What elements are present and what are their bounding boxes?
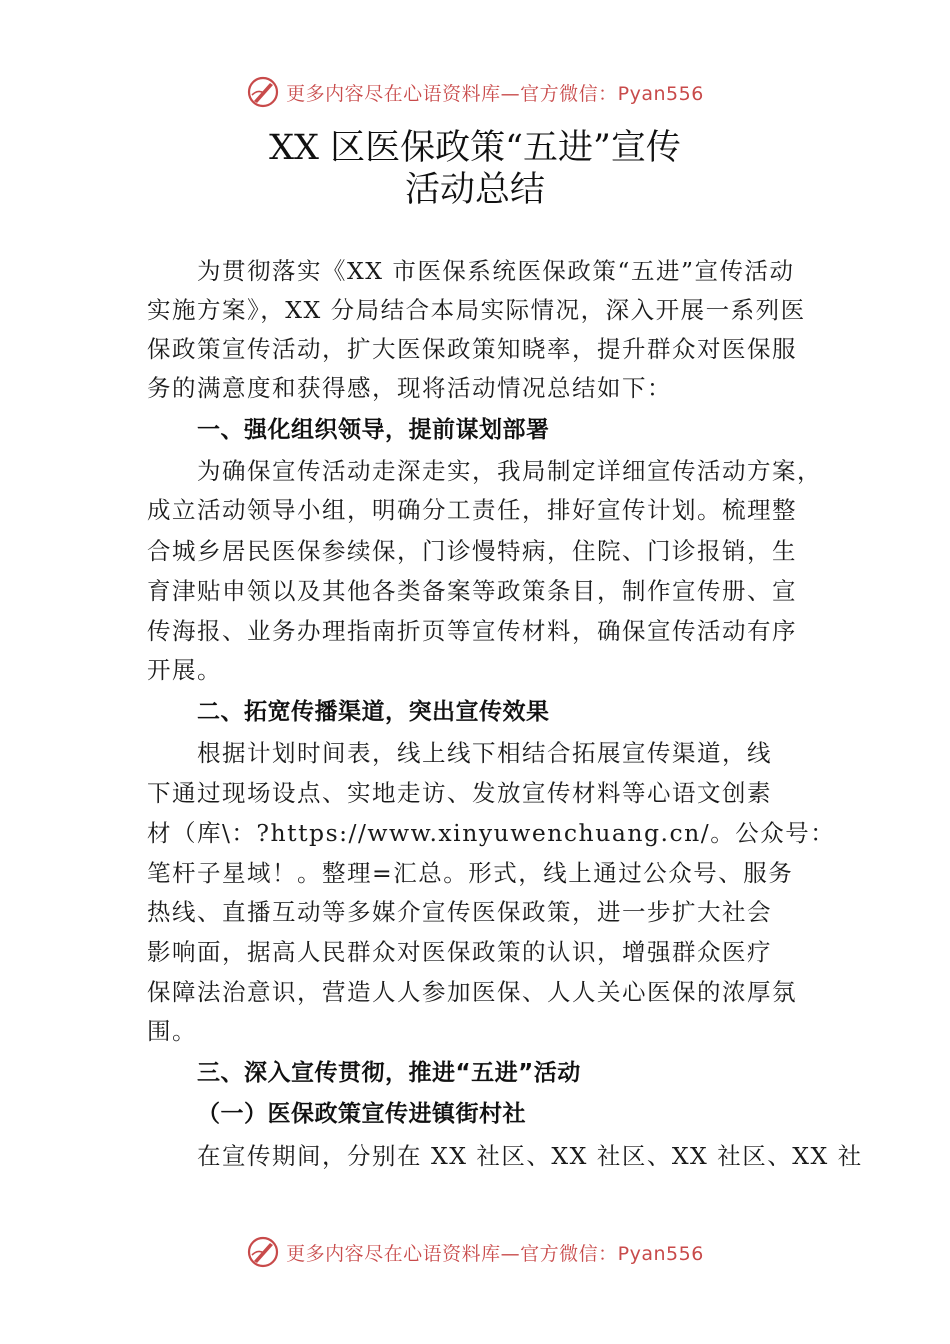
intro-line: 保政策宣传活动，扩大医保政策知晓率，提升群众对医保服: [147, 335, 797, 363]
section2-line: 笔杆子星域！。整理=汇总。形式，线上通过公众号、服务: [147, 859, 794, 887]
section1-line: 育津贴申领以及其他各类备案等政策条目，制作宣传册、宣: [147, 577, 797, 605]
watermark-footer: [0, 1230, 950, 1274]
watermark-text: 更多内容尽在心语资料库—官方微信：Pyan556: [286, 82, 704, 105]
intro-line: 务的满意度和获得感，现将活动情况总结如下：: [147, 374, 672, 402]
section2-line: 影响面，据高人民群众对医保政策的认识，增强群众医疗: [147, 938, 772, 966]
section1-line: 为确保宣传活动走深走实，我局制定详细宣传活动方案，: [197, 457, 822, 485]
section2-line: 保障法治意识，营造人人参加医保、人人关心医保的浓厚氛: [147, 978, 797, 1006]
section1-line: 开展。: [147, 656, 222, 684]
section2-heading: 二、拓宽传播渠道，突出宣传效果: [197, 699, 550, 725]
section1-line: 成立活动领导小组，明确分工责任，排好宣传计划。梳理整: [147, 496, 797, 524]
intro-line: 为贯彻落实《XX 市医保系统医保政策“五进”宣传活动: [197, 257, 795, 285]
section3-heading: 三、深入宣传贯彻，推进“五进”活动: [197, 1060, 581, 1086]
section1-heading: 一、强化组织领导，提前谋划部署: [197, 417, 550, 443]
document-title-line2: 活动总结: [404, 170, 545, 210]
section2-line: 围。: [147, 1017, 197, 1045]
section3-sub1-heading: （一）医保政策宣传进镇街村社: [197, 1101, 526, 1127]
intro-line: 实施方案》，XX 分局结合本局实际情况，深入开展一系列医: [147, 296, 806, 324]
section1-line: 合城乡居民医保参续保，门诊慢特病，住院、门诊报销，生: [147, 537, 797, 565]
pen-brush-logo-icon: [246, 1235, 280, 1269]
pen-brush-logo-icon: [246, 75, 280, 109]
watermark-header: [0, 70, 950, 114]
section3-sub1-line: 在宣传期间，分别在 XX 社区、XX 社区、XX 社区、XX 社: [197, 1142, 863, 1170]
section2-line: 热线、直播互动等多媒介宣传医保政策，进一步扩大社会: [147, 898, 772, 926]
section2-line: 根据计划时间表，线上线下相结合拓展宣传渠道，线: [197, 739, 772, 767]
section1-line: 传海报、业务办理指南折页等宣传材料，确保宣传活动有序: [147, 617, 797, 645]
document-title-line1: XX 区医保政策“五进”宣传: [269, 128, 681, 168]
section2-line: 材（库\：?https://www.xinyuwenchuang.cn/。公众号：: [147, 819, 836, 847]
section2-line: 下通过现场设点、实地走访、发放宣传材料等心语文创素: [147, 779, 772, 807]
watermark-text: 更多内容尽在心语资料库—官方微信：Pyan556: [286, 1242, 704, 1265]
